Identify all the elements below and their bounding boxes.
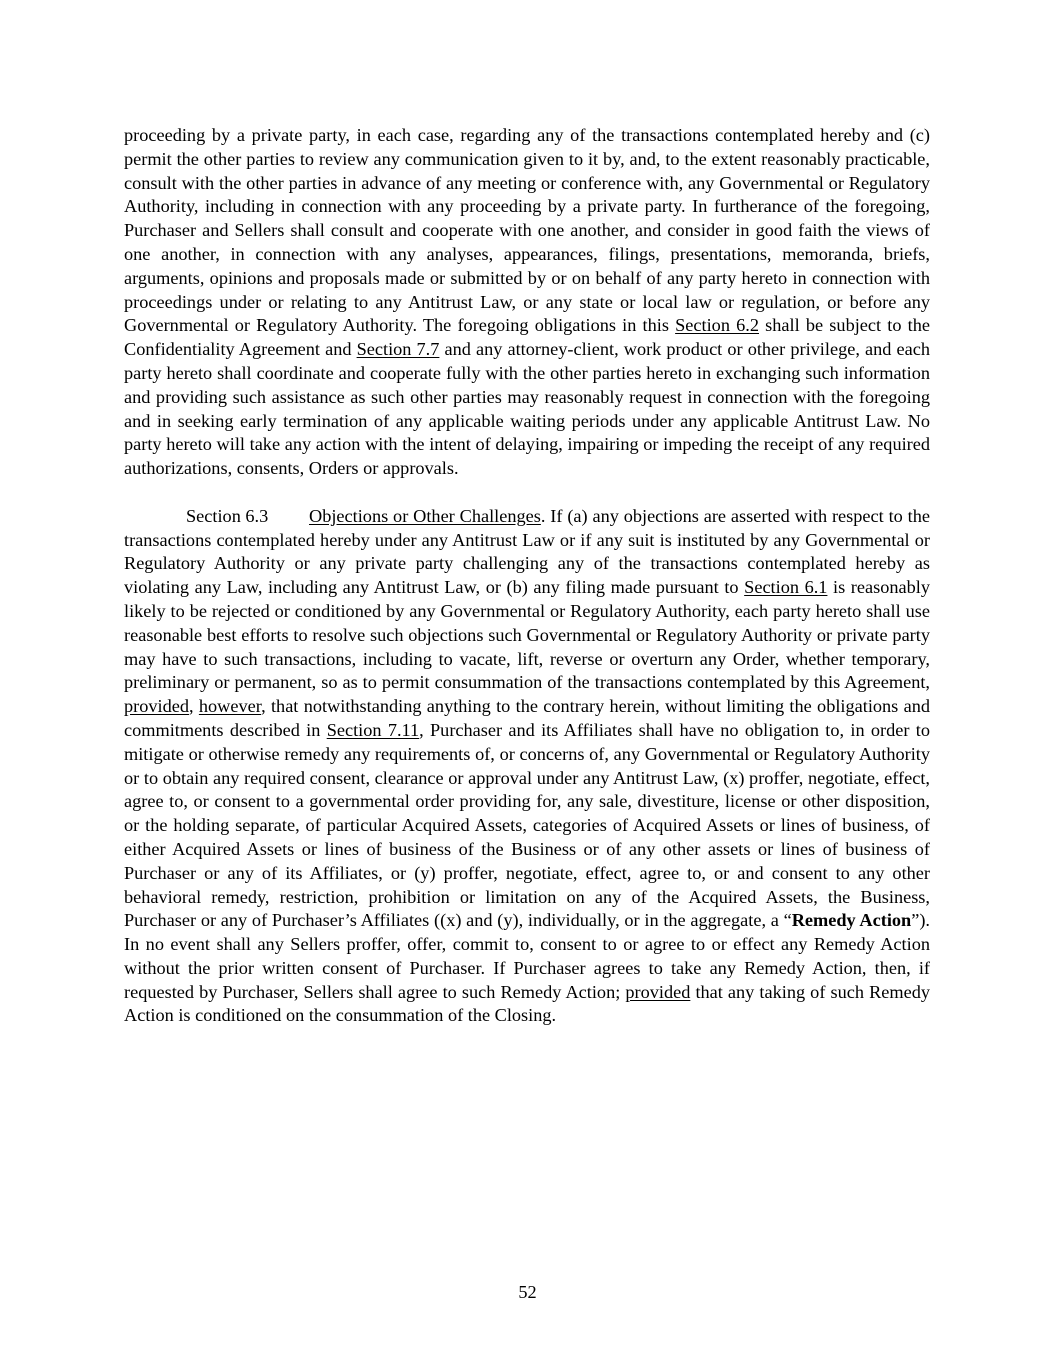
paragraph-text: shall be subject to the Confidentiality Agreement and [124,315,930,360]
paragraph-continuation [124,124,930,481]
page-number: 52 [518,1282,537,1302]
section-number: Section 6.3 [186,505,269,526]
paragraph-text: that any taking of such Remedy Action is conditioned on the consummation of the Closing. [124,981,930,1026]
paragraph-text: ”). In no event shall any Sellers proffer, offer, commit to, consent to or agree to or effect any Remedy Action without the prior written consent of Purchaser. If Purchaser agrees to take any Remedy Action, then, if requested by Purchaser, Sellers shall agree to such Remedy Action; [124,910,930,1002]
paragraph-text: proceeding by a private party, in each case, regarding any of the transactions contemplated hereby and (c) permit the other parties to review any communication given to it by, and, to the extent reasonably practicable, consult with the other parties in advance of any meeting or conference with, any Governmental or Regulatory Authority, including in connection with any proceeding by a private party. In furtherance of the foregoing, Purchaser and Sellers shall consult and cooperate with one another, and consider in good faith the views of one another, in connection with any analyses, appearances, filings, presentations, memoranda, briefs, arguments, opinions and proposals made or submitted by or on behalf of any party hereto in connection with proceedings under or relating to any Antitrust Law, or any state or local law or regulation, or before any Governmental or Regulatory Authority. The foregoing obligations in this [124,125,930,336]
provided-term: provided [124,696,189,717]
section-reference-6-1: Section 6.1 [744,577,828,598]
paragraph-text: , Purchaser and its Affiliates shall have no obligation to, in order to mitigate or otherwise remedy any requirements of, or concerns of, any Governmental or Regulatory Authority or to obtain any required consent, clearance or approval under any Antitrust Law, (x) proffer, negotiate, effect, agree to, or consent to a governmental order providing for, any sale, divestiture, license or other disposition, or the holding separate, of particular Acquired Assets, categories of Acquired Assets or lines of business, of either Acquired Assets or lines of business of the Business or of any other assets or lines of business of Purchaser or any of its Affiliates, or (y) proffer, negotiate, effect, agree to, or and consent to any other behavioral remedy, restriction, prohibition or limitation on any of the Acquired Assets, the Business, Purchaser or any of Purchaser’s Affiliates ((x) and (y), individually, or in the aggregate, a “ [124,719,930,931]
paragraph-text: , [188,696,199,717]
section-6-3-paragraph [124,505,930,1029]
section-reference-7-11: Section 7.11 [326,719,420,740]
defined-term-remedy-action: Remedy Action [791,910,912,931]
section-reference-7-7: Section 7.7 [356,339,440,360]
section-reference-6-2: Section 6.2 [675,315,759,336]
provided-term: provided [625,981,691,1002]
document-body [124,124,930,1028]
section-heading: Objections or Other Challenges [309,505,541,526]
however-term: however [198,696,262,717]
paragraph-text: . If (a) any objections are asserted with respect to the transactions contemplated hereby under any Antitrust Law or if any suit is instituted by any Governmental or Regulatory Authority or any private party challenging any of the transactions contemplated hereby as violating any Law, including any Antitrust Law, or (b) any filing made pursuant to [124,505,930,598]
paragraph-text: is reasonably likely to be rejected or conditioned by any Governmental or Regulatory Authority, each party hereto shall use reasonable best efforts to resolve such objections such Governmental or Regulatory Authority or private party may have to such transactions, including to vacate, lift, reverse or overturn any Order, whether temporary, preliminary or permanent, so as to permit consummation of the transactions contemplated by this Agreement, [124,577,930,693]
paragraph-text: and any attorney-client, work product or other privilege, and each party hereto shall coordinate and cooperate fully with the other parties hereto in exchanging such information and providing such assistance as such other parties may reasonably request in connection with the foregoing and in seeking early termination of any applicable waiting periods under any applicable Antitrust Law. No party hereto will take any action with the intent of delaying, impairing or impeding the receipt of any required authorizations, consents, Orders or approvals. [124,339,930,479]
paragraph-text: , that notwithstanding anything to the contrary herein, without limiting the obligations and commitments described in [124,696,931,740]
